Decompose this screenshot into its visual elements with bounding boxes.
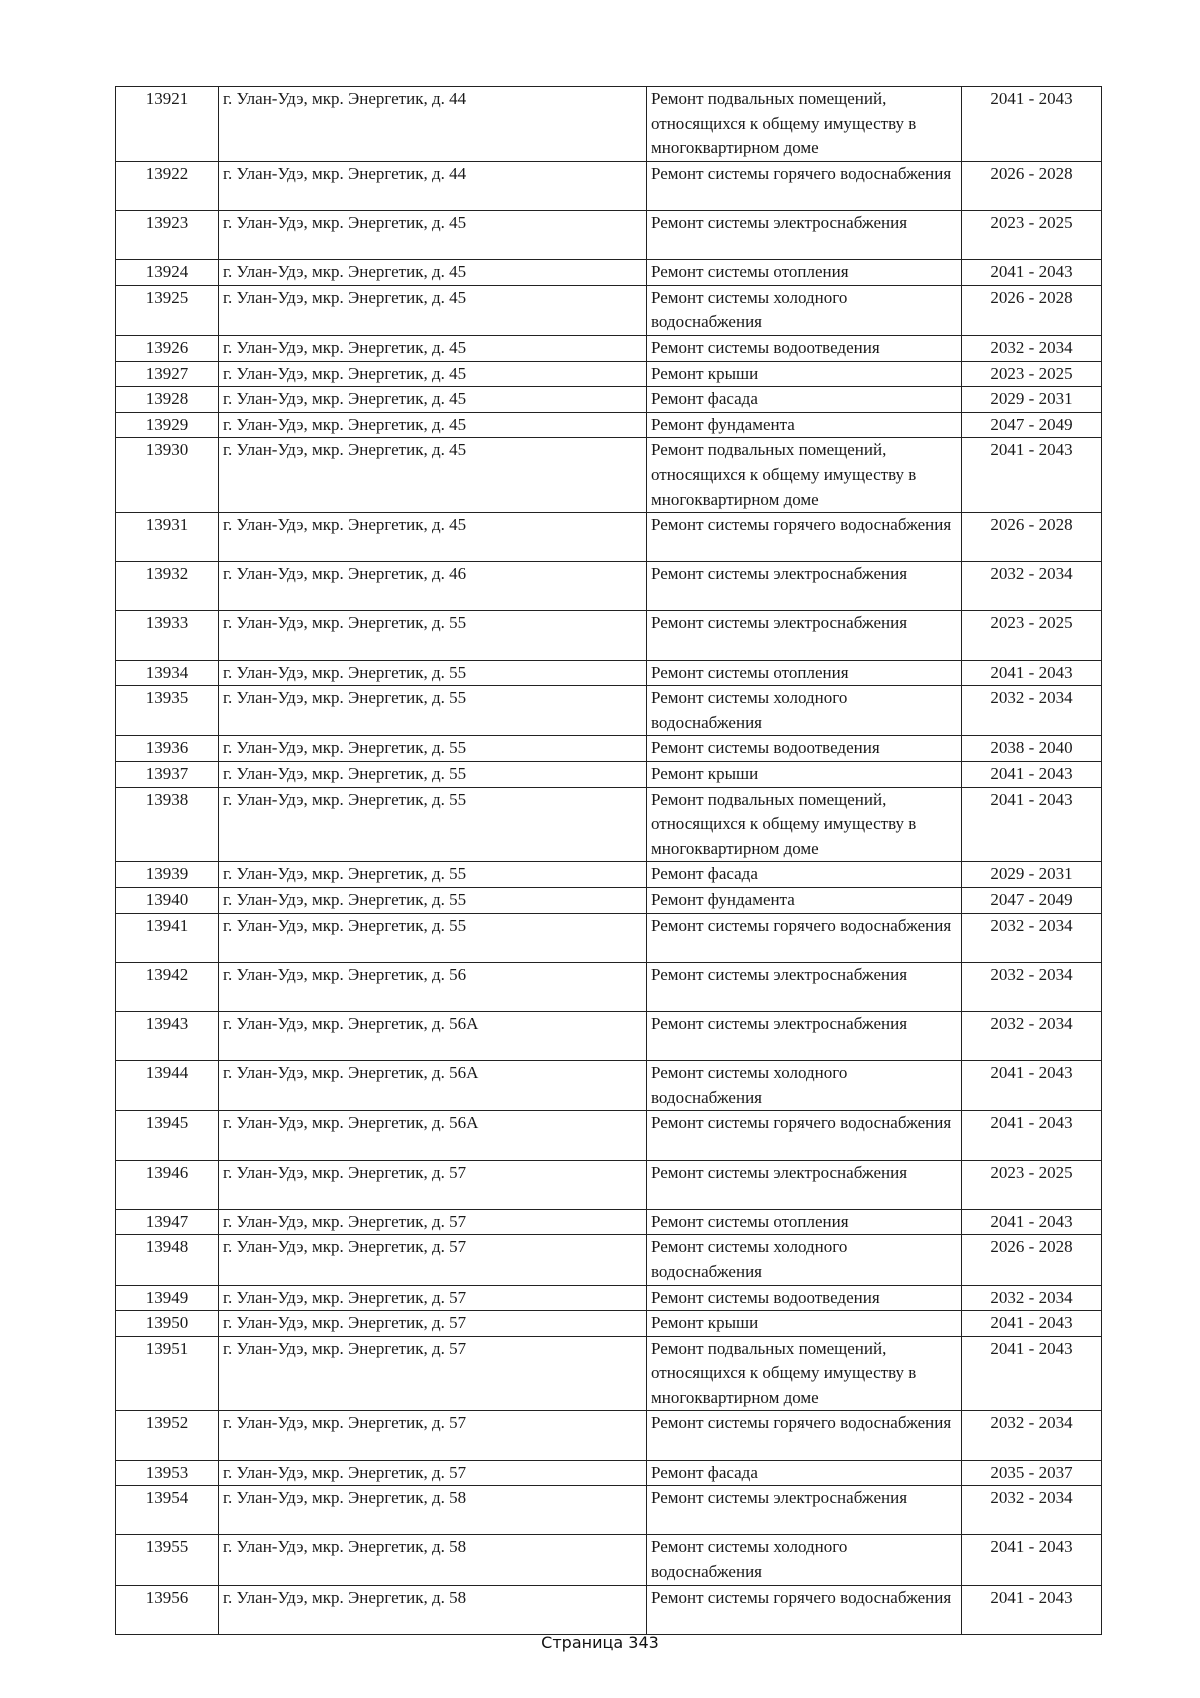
- address-cell: г. Улан-Удэ, мкр. Энергетик, д. 57: [219, 1311, 647, 1337]
- work-type-cell: Ремонт подвальных помещений, относящихся к общему имуществу в многоквартирном доме: [647, 787, 962, 862]
- work-type-cell: Ремонт системы холодного водоснабжения: [647, 1061, 962, 1111]
- period-cell: 2032 - 2034: [962, 1411, 1102, 1460]
- period-cell: 2041 - 2043: [962, 1336, 1102, 1411]
- period-cell: 2041 - 2043: [962, 1061, 1102, 1111]
- row-number-cell: 13934: [116, 660, 219, 686]
- row-number-cell: 13922: [116, 161, 219, 210]
- period-cell: 2047 - 2049: [962, 888, 1102, 914]
- row-number-cell: 13938: [116, 787, 219, 862]
- period-cell: 2023 - 2025: [962, 361, 1102, 387]
- period-cell: 2026 - 2028: [962, 285, 1102, 335]
- row-number-cell: 13940: [116, 888, 219, 914]
- address-cell: г. Улан-Удэ, мкр. Энергетик, д. 55: [219, 862, 647, 888]
- row-number-cell: 13950: [116, 1311, 219, 1337]
- period-cell: 2041 - 2043: [962, 438, 1102, 513]
- row-number-cell: 13948: [116, 1235, 219, 1285]
- row-number-cell: 13930: [116, 438, 219, 513]
- work-type-cell: Ремонт фасада: [647, 387, 962, 413]
- row-number-cell: 13956: [116, 1585, 219, 1634]
- work-type-cell: Ремонт системы водоотведения: [647, 736, 962, 762]
- table-row: [116, 1111, 1102, 1160]
- table-row: [116, 686, 1102, 736]
- work-type-cell: Ремонт системы отопления: [647, 1209, 962, 1235]
- period-cell: 2035 - 2037: [962, 1460, 1102, 1486]
- table-row: [116, 513, 1102, 562]
- table-row: [116, 787, 1102, 862]
- address-cell: г. Улан-Удэ, мкр. Энергетик, д. 57: [219, 1460, 647, 1486]
- work-type-cell: Ремонт фундамента: [647, 412, 962, 438]
- row-number-cell: 13932: [116, 562, 219, 611]
- work-type-cell: Ремонт крыши: [647, 762, 962, 788]
- row-number-cell: 13954: [116, 1486, 219, 1535]
- period-cell: 2041 - 2043: [962, 1209, 1102, 1235]
- address-cell: г. Улан-Удэ, мкр. Энергетик, д. 57: [219, 1411, 647, 1460]
- table-row: [116, 210, 1102, 259]
- work-type-cell: Ремонт системы холодного водоснабжения: [647, 285, 962, 335]
- table-row: [116, 862, 1102, 888]
- work-type-cell: Ремонт системы горячего водоснабжения: [647, 913, 962, 962]
- work-type-cell: Ремонт системы горячего водоснабжения: [647, 513, 962, 562]
- period-cell: 2041 - 2043: [962, 660, 1102, 686]
- address-cell: г. Улан-Удэ, мкр. Энергетик, д. 57: [219, 1285, 647, 1311]
- work-type-cell: Ремонт системы электроснабжения: [647, 611, 962, 660]
- address-cell: г. Улан-Удэ, мкр. Энергетик, д. 57: [219, 1160, 647, 1209]
- address-cell: г. Улан-Удэ, мкр. Энергетик, д. 55: [219, 913, 647, 962]
- row-number-cell: 13936: [116, 736, 219, 762]
- address-cell: г. Улан-Удэ, мкр. Энергетик, д. 45: [219, 438, 647, 513]
- address-cell: г. Улан-Удэ, мкр. Энергетик, д. 55: [219, 686, 647, 736]
- table-row: [116, 762, 1102, 788]
- work-type-cell: Ремонт системы горячего водоснабжения: [647, 1585, 962, 1634]
- period-cell: 2041 - 2043: [962, 1311, 1102, 1337]
- table-row: [116, 161, 1102, 210]
- table-row: [116, 285, 1102, 335]
- row-number-cell: 13944: [116, 1061, 219, 1111]
- work-type-cell: Ремонт системы электроснабжения: [647, 1011, 962, 1060]
- table-row: [116, 562, 1102, 611]
- period-cell: 2041 - 2043: [962, 1111, 1102, 1160]
- work-type-cell: Ремонт подвальных помещений, относящихся к общему имуществу в многоквартирном доме: [647, 1336, 962, 1411]
- period-cell: 2023 - 2025: [962, 210, 1102, 259]
- work-type-cell: Ремонт системы холодного водоснабжения: [647, 686, 962, 736]
- table-row: [116, 387, 1102, 413]
- work-type-cell: Ремонт системы отопления: [647, 660, 962, 686]
- work-type-cell: Ремонт системы электроснабжения: [647, 562, 962, 611]
- period-cell: 2041 - 2043: [962, 87, 1102, 162]
- row-number-cell: 13928: [116, 387, 219, 413]
- row-number-cell: 13933: [116, 611, 219, 660]
- address-cell: г. Улан-Удэ, мкр. Энергетик, д. 58: [219, 1535, 647, 1585]
- table-row: [116, 888, 1102, 914]
- period-cell: 2032 - 2034: [962, 913, 1102, 962]
- row-number-cell: 13925: [116, 285, 219, 335]
- page-number: Страница 343: [541, 1633, 659, 1652]
- row-number-cell: 13946: [116, 1160, 219, 1209]
- work-type-cell: Ремонт системы водоотведения: [647, 1285, 962, 1311]
- row-number-cell: 13931: [116, 513, 219, 562]
- work-type-cell: Ремонт системы электроснабжения: [647, 1486, 962, 1535]
- period-cell: 2032 - 2034: [962, 1486, 1102, 1535]
- work-type-cell: Ремонт системы электроснабжения: [647, 1160, 962, 1209]
- address-cell: г. Улан-Удэ, мкр. Энергетик, д. 55: [219, 762, 647, 788]
- period-cell: 2041 - 2043: [962, 762, 1102, 788]
- address-cell: г. Улан-Удэ, мкр. Энергетик, д. 56: [219, 962, 647, 1011]
- table-row: [116, 1486, 1102, 1535]
- address-cell: г. Улан-Удэ, мкр. Энергетик, д. 56А: [219, 1111, 647, 1160]
- address-cell: г. Улан-Удэ, мкр. Энергетик, д. 46: [219, 562, 647, 611]
- period-cell: 2032 - 2034: [962, 1285, 1102, 1311]
- table-row: [116, 87, 1102, 162]
- row-number-cell: 13927: [116, 361, 219, 387]
- work-type-cell: Ремонт системы горячего водоснабжения: [647, 161, 962, 210]
- row-number-cell: 13937: [116, 762, 219, 788]
- period-cell: 2041 - 2043: [962, 1535, 1102, 1585]
- address-cell: г. Улан-Удэ, мкр. Энергетик, д. 45: [219, 335, 647, 361]
- table-row: [116, 611, 1102, 660]
- address-cell: г. Улан-Удэ, мкр. Энергетик, д. 45: [219, 412, 647, 438]
- period-cell: 2032 - 2034: [962, 962, 1102, 1011]
- period-cell: 2041 - 2043: [962, 260, 1102, 286]
- period-cell: 2026 - 2028: [962, 161, 1102, 210]
- period-cell: 2023 - 2025: [962, 1160, 1102, 1209]
- period-cell: 2047 - 2049: [962, 412, 1102, 438]
- table-row: [116, 1411, 1102, 1460]
- address-cell: г. Улан-Удэ, мкр. Энергетик, д. 58: [219, 1486, 647, 1535]
- table-row: [116, 660, 1102, 686]
- work-type-cell: Ремонт фасада: [647, 862, 962, 888]
- row-number-cell: 13955: [116, 1535, 219, 1585]
- period-cell: 2041 - 2043: [962, 1585, 1102, 1634]
- period-cell: 2038 - 2040: [962, 736, 1102, 762]
- table-row: [116, 1061, 1102, 1111]
- work-type-cell: Ремонт системы горячего водоснабжения: [647, 1111, 962, 1160]
- table-row: [116, 1585, 1102, 1634]
- address-cell: г. Улан-Удэ, мкр. Энергетик, д. 56А: [219, 1011, 647, 1060]
- row-number-cell: 13929: [116, 412, 219, 438]
- work-type-cell: Ремонт системы холодного водоснабжения: [647, 1535, 962, 1585]
- table-row: [116, 335, 1102, 361]
- table-row: [116, 260, 1102, 286]
- period-cell: 2026 - 2028: [962, 1235, 1102, 1285]
- work-type-cell: Ремонт системы холодного водоснабжения: [647, 1235, 962, 1285]
- work-type-cell: Ремонт фундамента: [647, 888, 962, 914]
- table-row: [116, 1285, 1102, 1311]
- table-row: [116, 1235, 1102, 1285]
- row-number-cell: 13953: [116, 1460, 219, 1486]
- row-number-cell: 13943: [116, 1011, 219, 1060]
- table-row: [116, 1011, 1102, 1060]
- row-number-cell: 13924: [116, 260, 219, 286]
- table-row: [116, 913, 1102, 962]
- address-cell: г. Улан-Удэ, мкр. Энергетик, д. 45: [219, 513, 647, 562]
- table-row: [116, 1311, 1102, 1337]
- row-number-cell: 13942: [116, 962, 219, 1011]
- row-number-cell: 13949: [116, 1285, 219, 1311]
- address-cell: г. Улан-Удэ, мкр. Энергетик, д. 57: [219, 1209, 647, 1235]
- table-row: [116, 361, 1102, 387]
- table-row: [116, 412, 1102, 438]
- row-number-cell: 13941: [116, 913, 219, 962]
- table-row: [116, 438, 1102, 513]
- address-cell: г. Улан-Удэ, мкр. Энергетик, д. 45: [219, 285, 647, 335]
- row-number-cell: 13939: [116, 862, 219, 888]
- table-body: [116, 87, 1102, 1635]
- work-type-cell: Ремонт системы отопления: [647, 260, 962, 286]
- table-row: [116, 1460, 1102, 1486]
- table-row: [116, 736, 1102, 762]
- period-cell: 2029 - 2031: [962, 862, 1102, 888]
- table-row: [116, 1160, 1102, 1209]
- address-cell: г. Улан-Удэ, мкр. Энергетик, д. 58: [219, 1585, 647, 1634]
- row-number-cell: 13945: [116, 1111, 219, 1160]
- row-number-cell: 13952: [116, 1411, 219, 1460]
- period-cell: 2023 - 2025: [962, 611, 1102, 660]
- period-cell: 2032 - 2034: [962, 686, 1102, 736]
- address-cell: г. Улан-Удэ, мкр. Энергетик, д. 57: [219, 1235, 647, 1285]
- address-cell: г. Улан-Удэ, мкр. Энергетик, д. 45: [219, 260, 647, 286]
- address-cell: г. Улан-Удэ, мкр. Энергетик, д. 44: [219, 87, 647, 162]
- address-cell: г. Улан-Удэ, мкр. Энергетик, д. 45: [219, 361, 647, 387]
- address-cell: г. Улан-Удэ, мкр. Энергетик, д. 55: [219, 736, 647, 762]
- row-number-cell: 13935: [116, 686, 219, 736]
- address-cell: г. Улан-Удэ, мкр. Энергетик, д. 57: [219, 1336, 647, 1411]
- address-cell: г. Улан-Удэ, мкр. Энергетик, д. 55: [219, 660, 647, 686]
- period-cell: 2032 - 2034: [962, 335, 1102, 361]
- work-type-cell: Ремонт системы горячего водоснабжения: [647, 1411, 962, 1460]
- work-type-cell: Ремонт подвальных помещений, относящихся к общему имуществу в многоквартирном доме: [647, 87, 962, 162]
- period-cell: 2032 - 2034: [962, 1011, 1102, 1060]
- period-cell: 2041 - 2043: [962, 787, 1102, 862]
- work-type-cell: Ремонт крыши: [647, 1311, 962, 1337]
- period-cell: 2029 - 2031: [962, 387, 1102, 413]
- row-number-cell: 13921: [116, 87, 219, 162]
- work-type-cell: Ремонт системы электроснабжения: [647, 210, 962, 259]
- row-number-cell: 13923: [116, 210, 219, 259]
- work-type-cell: Ремонт подвальных помещений, относящихся к общему имуществу в многоквартирном доме: [647, 438, 962, 513]
- table-row: [116, 962, 1102, 1011]
- table-row: [116, 1209, 1102, 1235]
- address-cell: г. Улан-Удэ, мкр. Энергетик, д. 55: [219, 888, 647, 914]
- work-type-cell: Ремонт системы электроснабжения: [647, 962, 962, 1011]
- address-cell: г. Улан-Удэ, мкр. Энергетик, д. 55: [219, 611, 647, 660]
- address-cell: г. Улан-Удэ, мкр. Энергетик, д. 56А: [219, 1061, 647, 1111]
- row-number-cell: 13947: [116, 1209, 219, 1235]
- repair-schedule-table: [115, 86, 1102, 1635]
- address-cell: г. Улан-Удэ, мкр. Энергетик, д. 45: [219, 210, 647, 259]
- table-row: [116, 1336, 1102, 1411]
- address-cell: г. Улан-Удэ, мкр. Энергетик, д. 45: [219, 387, 647, 413]
- row-number-cell: 13951: [116, 1336, 219, 1411]
- address-cell: г. Улан-Удэ, мкр. Энергетик, д. 44: [219, 161, 647, 210]
- period-cell: 2026 - 2028: [962, 513, 1102, 562]
- period-cell: 2032 - 2034: [962, 562, 1102, 611]
- row-number-cell: 13926: [116, 335, 219, 361]
- work-type-cell: Ремонт крыши: [647, 361, 962, 387]
- address-cell: г. Улан-Удэ, мкр. Энергетик, д. 55: [219, 787, 647, 862]
- work-type-cell: Ремонт фасада: [647, 1460, 962, 1486]
- table-row: [116, 1535, 1102, 1585]
- work-type-cell: Ремонт системы водоотведения: [647, 335, 962, 361]
